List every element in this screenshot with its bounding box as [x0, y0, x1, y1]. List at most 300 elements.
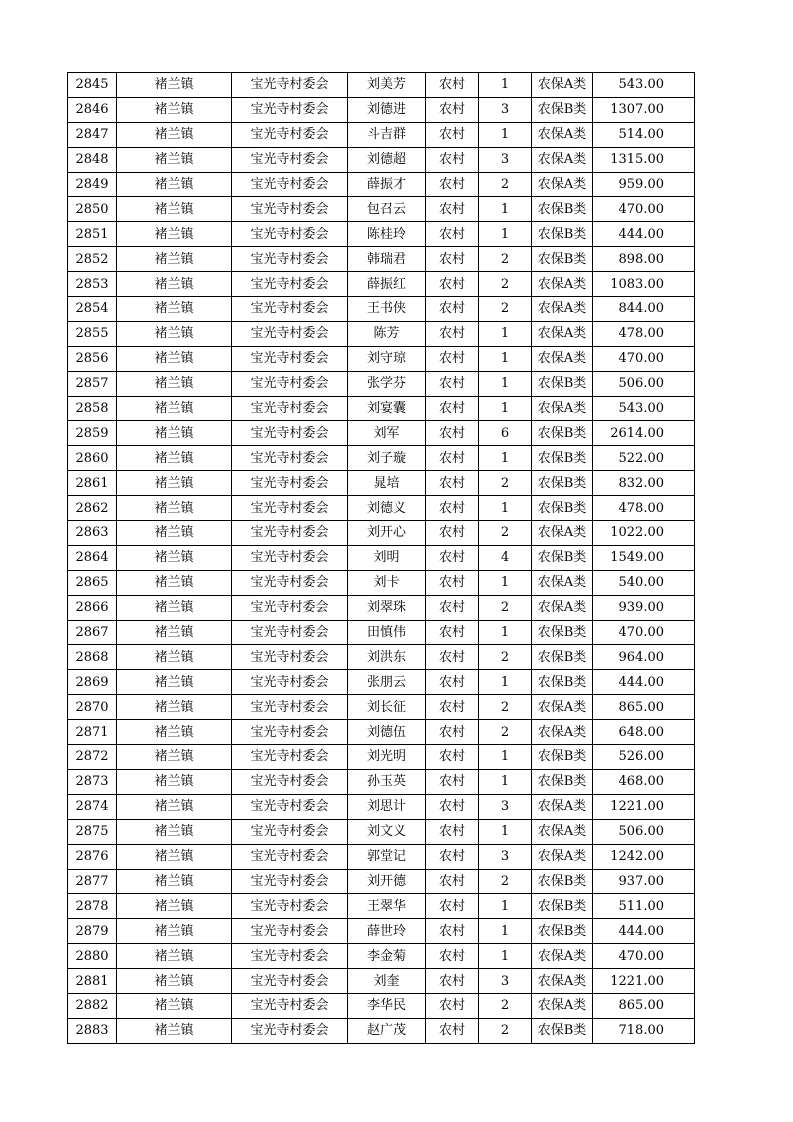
area-type-cell: 农村 — [426, 794, 479, 819]
area-type-cell: 农村 — [426, 570, 479, 595]
town-cell: 褚兰镇 — [117, 944, 232, 969]
village-committee-cell: 宝光寺村委会 — [232, 944, 348, 969]
amount-cell: 937.00 — [593, 869, 695, 894]
household-size-cell: 4 — [479, 545, 532, 570]
town-cell: 褚兰镇 — [117, 222, 232, 247]
town-cell: 褚兰镇 — [117, 645, 232, 670]
area-type-cell: 农村 — [426, 720, 479, 745]
serial-number-cell: 2865 — [68, 570, 117, 595]
town-cell: 褚兰镇 — [117, 521, 232, 546]
village-committee-cell: 宝光寺村委会 — [232, 919, 348, 944]
area-type-cell: 农村 — [426, 272, 479, 297]
person-name-cell: 刘长征 — [348, 695, 426, 720]
serial-number-cell: 2866 — [68, 595, 117, 620]
household-size-cell: 2 — [479, 993, 532, 1018]
person-name-cell: 郭堂记 — [348, 844, 426, 869]
area-type-cell: 农村 — [426, 545, 479, 570]
village-committee-cell: 宝光寺村委会 — [232, 545, 348, 570]
amount-cell: 543.00 — [593, 73, 695, 98]
town-cell: 褚兰镇 — [117, 272, 232, 297]
person-name-cell: 刘宴囊 — [348, 396, 426, 421]
amount-cell: 865.00 — [593, 695, 695, 720]
area-type-cell: 农村 — [426, 521, 479, 546]
town-cell: 褚兰镇 — [117, 97, 232, 122]
village-committee-cell: 宝光寺村委会 — [232, 73, 348, 98]
serial-number-cell: 2873 — [68, 769, 117, 794]
insurance-type-cell: 农保A类 — [532, 695, 593, 720]
person-name-cell: 晁培 — [348, 471, 426, 496]
serial-number-cell: 2852 — [68, 247, 117, 272]
town-cell: 褚兰镇 — [117, 570, 232, 595]
village-committee-cell: 宝光寺村委会 — [232, 272, 348, 297]
person-name-cell: 薛振才 — [348, 172, 426, 197]
insurance-type-cell: 农保B类 — [532, 247, 593, 272]
area-type-cell: 农村 — [426, 197, 479, 222]
village-committee-cell: 宝光寺村委会 — [232, 1018, 348, 1043]
person-name-cell: 刘思计 — [348, 794, 426, 819]
amount-cell: 1242.00 — [593, 844, 695, 869]
household-size-cell: 3 — [479, 97, 532, 122]
serial-number-cell: 2851 — [68, 222, 117, 247]
table-row — [68, 595, 695, 620]
serial-number-cell: 2872 — [68, 745, 117, 770]
household-size-cell: 2 — [479, 595, 532, 620]
village-committee-cell: 宝光寺村委会 — [232, 645, 348, 670]
insurance-type-cell: 农保B类 — [532, 496, 593, 521]
village-committee-cell: 宝光寺村委会 — [232, 720, 348, 745]
household-size-cell: 1 — [479, 919, 532, 944]
person-name-cell: 刘军 — [348, 421, 426, 446]
village-committee-cell: 宝光寺村委会 — [232, 147, 348, 172]
town-cell: 褚兰镇 — [117, 197, 232, 222]
person-name-cell: 斗吉群 — [348, 122, 426, 147]
table-row — [68, 794, 695, 819]
serial-number-cell: 2881 — [68, 969, 117, 994]
insurance-type-cell: 农保B类 — [532, 446, 593, 471]
insurance-type-cell: 农保A类 — [532, 844, 593, 869]
area-type-cell: 农村 — [426, 844, 479, 869]
village-committee-cell: 宝光寺村委会 — [232, 869, 348, 894]
area-type-cell: 农村 — [426, 222, 479, 247]
insurance-type-cell: 农保B类 — [532, 670, 593, 695]
insurance-type-cell: 农保B类 — [532, 371, 593, 396]
amount-cell: 478.00 — [593, 321, 695, 346]
records-body — [68, 73, 695, 1044]
table-row — [68, 496, 695, 521]
serial-number-cell: 2853 — [68, 272, 117, 297]
household-size-cell: 1 — [479, 769, 532, 794]
person-name-cell: 张学芬 — [348, 371, 426, 396]
insurance-type-cell: 农保B类 — [532, 745, 593, 770]
person-name-cell: 刘德伍 — [348, 720, 426, 745]
village-committee-cell: 宝光寺村委会 — [232, 396, 348, 421]
town-cell: 褚兰镇 — [117, 147, 232, 172]
household-size-cell: 1 — [479, 446, 532, 471]
person-name-cell: 张朋云 — [348, 670, 426, 695]
person-name-cell: 薛世玲 — [348, 919, 426, 944]
area-type-cell: 农村 — [426, 769, 479, 794]
table-row — [68, 222, 695, 247]
village-committee-cell: 宝光寺村委会 — [232, 371, 348, 396]
village-committee-cell: 宝光寺村委会 — [232, 97, 348, 122]
insurance-type-cell: 农保A类 — [532, 396, 593, 421]
household-size-cell: 2 — [479, 297, 532, 322]
serial-number-cell: 2864 — [68, 545, 117, 570]
area-type-cell: 农村 — [426, 172, 479, 197]
table-row — [68, 670, 695, 695]
person-name-cell: 薛振红 — [348, 272, 426, 297]
serial-number-cell: 2848 — [68, 147, 117, 172]
serial-number-cell: 2874 — [68, 794, 117, 819]
insurance-type-cell: 农保A类 — [532, 819, 593, 844]
town-cell: 褚兰镇 — [117, 894, 232, 919]
amount-cell: 939.00 — [593, 595, 695, 620]
serial-number-cell: 2847 — [68, 122, 117, 147]
household-size-cell: 3 — [479, 794, 532, 819]
household-size-cell: 2 — [479, 869, 532, 894]
table-row — [68, 247, 695, 272]
insurance-type-cell: 农保A类 — [532, 272, 593, 297]
table-row — [68, 396, 695, 421]
insurance-type-cell: 农保A类 — [532, 346, 593, 371]
insurance-type-cell: 农保A类 — [532, 73, 593, 98]
amount-cell: 898.00 — [593, 247, 695, 272]
insurance-type-cell: 农保B类 — [532, 471, 593, 496]
amount-cell: 964.00 — [593, 645, 695, 670]
person-name-cell: 刘奎 — [348, 969, 426, 994]
town-cell: 褚兰镇 — [117, 969, 232, 994]
household-size-cell: 1 — [479, 670, 532, 695]
serial-number-cell: 2882 — [68, 993, 117, 1018]
household-size-cell: 1 — [479, 944, 532, 969]
serial-number-cell: 2863 — [68, 521, 117, 546]
area-type-cell: 农村 — [426, 346, 479, 371]
household-size-cell: 1 — [479, 122, 532, 147]
household-size-cell: 2 — [479, 172, 532, 197]
person-name-cell: 田慎伟 — [348, 620, 426, 645]
area-type-cell: 农村 — [426, 247, 479, 272]
town-cell: 褚兰镇 — [117, 745, 232, 770]
insurance-type-cell: 农保B类 — [532, 894, 593, 919]
table-row — [68, 819, 695, 844]
area-type-cell: 农村 — [426, 919, 479, 944]
amount-cell: 444.00 — [593, 919, 695, 944]
table-row — [68, 446, 695, 471]
town-cell: 褚兰镇 — [117, 247, 232, 272]
person-name-cell: 王翠华 — [348, 894, 426, 919]
table-row — [68, 97, 695, 122]
area-type-cell: 农村 — [426, 421, 479, 446]
town-cell: 褚兰镇 — [117, 371, 232, 396]
insurance-type-cell: 农保A类 — [532, 297, 593, 322]
household-size-cell: 2 — [479, 272, 532, 297]
table-row — [68, 545, 695, 570]
area-type-cell: 农村 — [426, 1018, 479, 1043]
insurance-type-cell: 农保B类 — [532, 1018, 593, 1043]
household-size-cell: 3 — [479, 844, 532, 869]
village-committee-cell: 宝光寺村委会 — [232, 496, 348, 521]
amount-cell: 478.00 — [593, 496, 695, 521]
insurance-type-cell: 农保B类 — [532, 769, 593, 794]
village-committee-cell: 宝光寺村委会 — [232, 969, 348, 994]
area-type-cell: 农村 — [426, 396, 479, 421]
area-type-cell: 农村 — [426, 446, 479, 471]
area-type-cell: 农村 — [426, 944, 479, 969]
insurance-type-cell: 农保A类 — [532, 944, 593, 969]
table-row — [68, 346, 695, 371]
person-name-cell: 刘德义 — [348, 496, 426, 521]
town-cell: 褚兰镇 — [117, 122, 232, 147]
serial-number-cell: 2868 — [68, 645, 117, 670]
table-row — [68, 321, 695, 346]
amount-cell: 506.00 — [593, 819, 695, 844]
area-type-cell: 农村 — [426, 620, 479, 645]
household-size-cell: 1 — [479, 894, 532, 919]
person-name-cell: 刘开心 — [348, 521, 426, 546]
town-cell: 褚兰镇 — [117, 321, 232, 346]
household-size-cell: 1 — [479, 321, 532, 346]
records-table — [67, 72, 695, 1044]
household-size-cell: 2 — [479, 521, 532, 546]
serial-number-cell: 2846 — [68, 97, 117, 122]
town-cell: 褚兰镇 — [117, 993, 232, 1018]
table-row — [68, 645, 695, 670]
village-committee-cell: 宝光寺村委会 — [232, 844, 348, 869]
amount-cell: 444.00 — [593, 670, 695, 695]
household-size-cell: 1 — [479, 73, 532, 98]
town-cell: 褚兰镇 — [117, 545, 232, 570]
area-type-cell: 农村 — [426, 595, 479, 620]
amount-cell: 844.00 — [593, 297, 695, 322]
village-committee-cell: 宝光寺村委会 — [232, 297, 348, 322]
amount-cell: 540.00 — [593, 570, 695, 595]
serial-number-cell: 2854 — [68, 297, 117, 322]
table-row — [68, 745, 695, 770]
table-row — [68, 147, 695, 172]
table-row — [68, 969, 695, 994]
amount-cell: 959.00 — [593, 172, 695, 197]
town-cell: 褚兰镇 — [117, 869, 232, 894]
amount-cell: 444.00 — [593, 222, 695, 247]
household-size-cell: 2 — [479, 471, 532, 496]
village-committee-cell: 宝光寺村委会 — [232, 620, 348, 645]
person-name-cell: 陈芳 — [348, 321, 426, 346]
table-row — [68, 272, 695, 297]
village-committee-cell: 宝光寺村委会 — [232, 421, 348, 446]
person-name-cell: 刘德进 — [348, 97, 426, 122]
insurance-type-cell: 农保B类 — [532, 545, 593, 570]
insurance-type-cell: 农保A类 — [532, 570, 593, 595]
household-size-cell: 1 — [479, 819, 532, 844]
household-size-cell: 1 — [479, 496, 532, 521]
village-committee-cell: 宝光寺村委会 — [232, 819, 348, 844]
person-name-cell: 李华民 — [348, 993, 426, 1018]
village-committee-cell: 宝光寺村委会 — [232, 670, 348, 695]
village-committee-cell: 宝光寺村委会 — [232, 695, 348, 720]
village-committee-cell: 宝光寺村委会 — [232, 446, 348, 471]
household-size-cell: 3 — [479, 969, 532, 994]
area-type-cell: 农村 — [426, 894, 479, 919]
person-name-cell: 孙玉英 — [348, 769, 426, 794]
table-row — [68, 944, 695, 969]
amount-cell: 1315.00 — [593, 147, 695, 172]
serial-number-cell: 2857 — [68, 371, 117, 396]
person-name-cell: 刘卡 — [348, 570, 426, 595]
area-type-cell: 农村 — [426, 147, 479, 172]
insurance-type-cell: 农保A类 — [532, 321, 593, 346]
amount-cell: 470.00 — [593, 197, 695, 222]
serial-number-cell: 2876 — [68, 844, 117, 869]
amount-cell: 1083.00 — [593, 272, 695, 297]
serial-number-cell: 2858 — [68, 396, 117, 421]
household-size-cell: 2 — [479, 645, 532, 670]
town-cell: 褚兰镇 — [117, 1018, 232, 1043]
table-row — [68, 471, 695, 496]
amount-cell: 1549.00 — [593, 545, 695, 570]
household-size-cell: 1 — [479, 371, 532, 396]
town-cell: 褚兰镇 — [117, 844, 232, 869]
person-name-cell: 刘翠珠 — [348, 595, 426, 620]
village-committee-cell: 宝光寺村委会 — [232, 570, 348, 595]
table-row — [68, 73, 695, 98]
person-name-cell: 陈桂玲 — [348, 222, 426, 247]
town-cell: 褚兰镇 — [117, 794, 232, 819]
town-cell: 褚兰镇 — [117, 471, 232, 496]
amount-cell: 470.00 — [593, 346, 695, 371]
table-row — [68, 421, 695, 446]
person-name-cell: 包召云 — [348, 197, 426, 222]
area-type-cell: 农村 — [426, 97, 479, 122]
household-size-cell: 1 — [479, 222, 532, 247]
household-size-cell: 1 — [479, 197, 532, 222]
serial-number-cell: 2849 — [68, 172, 117, 197]
amount-cell: 1221.00 — [593, 969, 695, 994]
household-size-cell: 2 — [479, 695, 532, 720]
table-row — [68, 919, 695, 944]
person-name-cell: 刘子璇 — [348, 446, 426, 471]
amount-cell: 506.00 — [593, 371, 695, 396]
amount-cell: 1307.00 — [593, 97, 695, 122]
person-name-cell: 刘守琼 — [348, 346, 426, 371]
town-cell: 褚兰镇 — [117, 172, 232, 197]
area-type-cell: 农村 — [426, 73, 479, 98]
table-row — [68, 172, 695, 197]
town-cell: 褚兰镇 — [117, 819, 232, 844]
person-name-cell: 刘德超 — [348, 147, 426, 172]
insurance-type-cell: 农保B类 — [532, 620, 593, 645]
amount-cell: 648.00 — [593, 720, 695, 745]
serial-number-cell: 2856 — [68, 346, 117, 371]
table-row — [68, 894, 695, 919]
household-size-cell: 1 — [479, 745, 532, 770]
area-type-cell: 农村 — [426, 869, 479, 894]
serial-number-cell: 2867 — [68, 620, 117, 645]
serial-number-cell: 2850 — [68, 197, 117, 222]
serial-number-cell: 2845 — [68, 73, 117, 98]
amount-cell: 468.00 — [593, 769, 695, 794]
village-committee-cell: 宝光寺村委会 — [232, 471, 348, 496]
table-row — [68, 844, 695, 869]
village-committee-cell: 宝光寺村委会 — [232, 794, 348, 819]
town-cell: 褚兰镇 — [117, 446, 232, 471]
household-size-cell: 6 — [479, 421, 532, 446]
village-committee-cell: 宝光寺村委会 — [232, 346, 348, 371]
town-cell: 褚兰镇 — [117, 919, 232, 944]
serial-number-cell: 2855 — [68, 321, 117, 346]
village-committee-cell: 宝光寺村委会 — [232, 745, 348, 770]
person-name-cell: 刘开德 — [348, 869, 426, 894]
table-row — [68, 122, 695, 147]
insurance-type-cell: 农保A类 — [532, 521, 593, 546]
table-row — [68, 695, 695, 720]
amount-cell: 522.00 — [593, 446, 695, 471]
insurance-type-cell: 农保A类 — [532, 993, 593, 1018]
insurance-type-cell: 农保A类 — [532, 969, 593, 994]
town-cell: 褚兰镇 — [117, 769, 232, 794]
serial-number-cell: 2862 — [68, 496, 117, 521]
town-cell: 褚兰镇 — [117, 346, 232, 371]
serial-number-cell: 2859 — [68, 421, 117, 446]
insurance-type-cell: 农保B类 — [532, 421, 593, 446]
area-type-cell: 农村 — [426, 819, 479, 844]
area-type-cell: 农村 — [426, 297, 479, 322]
amount-cell: 514.00 — [593, 122, 695, 147]
amount-cell: 543.00 — [593, 396, 695, 421]
village-committee-cell: 宝光寺村委会 — [232, 894, 348, 919]
insurance-type-cell: 农保A类 — [532, 172, 593, 197]
amount-cell: 832.00 — [593, 471, 695, 496]
insurance-type-cell: 农保A类 — [532, 122, 593, 147]
area-type-cell: 农村 — [426, 371, 479, 396]
town-cell: 褚兰镇 — [117, 297, 232, 322]
insurance-type-cell: 农保B类 — [532, 197, 593, 222]
serial-number-cell: 2878 — [68, 894, 117, 919]
insurance-type-cell: 农保B类 — [532, 919, 593, 944]
serial-number-cell: 2871 — [68, 720, 117, 745]
town-cell: 褚兰镇 — [117, 695, 232, 720]
town-cell: 褚兰镇 — [117, 496, 232, 521]
serial-number-cell: 2883 — [68, 1018, 117, 1043]
serial-number-cell: 2877 — [68, 869, 117, 894]
table-row — [68, 869, 695, 894]
village-committee-cell: 宝光寺村委会 — [232, 321, 348, 346]
amount-cell: 718.00 — [593, 1018, 695, 1043]
village-committee-cell: 宝光寺村委会 — [232, 521, 348, 546]
amount-cell: 1221.00 — [593, 794, 695, 819]
town-cell: 褚兰镇 — [117, 720, 232, 745]
household-size-cell: 1 — [479, 570, 532, 595]
insurance-type-cell: 农保A类 — [532, 595, 593, 620]
serial-number-cell: 2880 — [68, 944, 117, 969]
area-type-cell: 农村 — [426, 645, 479, 670]
insurance-type-cell: 农保B类 — [532, 222, 593, 247]
area-type-cell: 农村 — [426, 993, 479, 1018]
amount-cell: 511.00 — [593, 894, 695, 919]
person-name-cell: 刘文义 — [348, 819, 426, 844]
area-type-cell: 农村 — [426, 496, 479, 521]
serial-number-cell: 2875 — [68, 819, 117, 844]
insurance-type-cell: 农保A类 — [532, 720, 593, 745]
area-type-cell: 农村 — [426, 670, 479, 695]
serial-number-cell: 2860 — [68, 446, 117, 471]
amount-cell: 2614.00 — [593, 421, 695, 446]
village-committee-cell: 宝光寺村委会 — [232, 172, 348, 197]
table-row — [68, 570, 695, 595]
person-name-cell: 刘光明 — [348, 745, 426, 770]
household-size-cell: 2 — [479, 720, 532, 745]
town-cell: 褚兰镇 — [117, 396, 232, 421]
area-type-cell: 农村 — [426, 695, 479, 720]
